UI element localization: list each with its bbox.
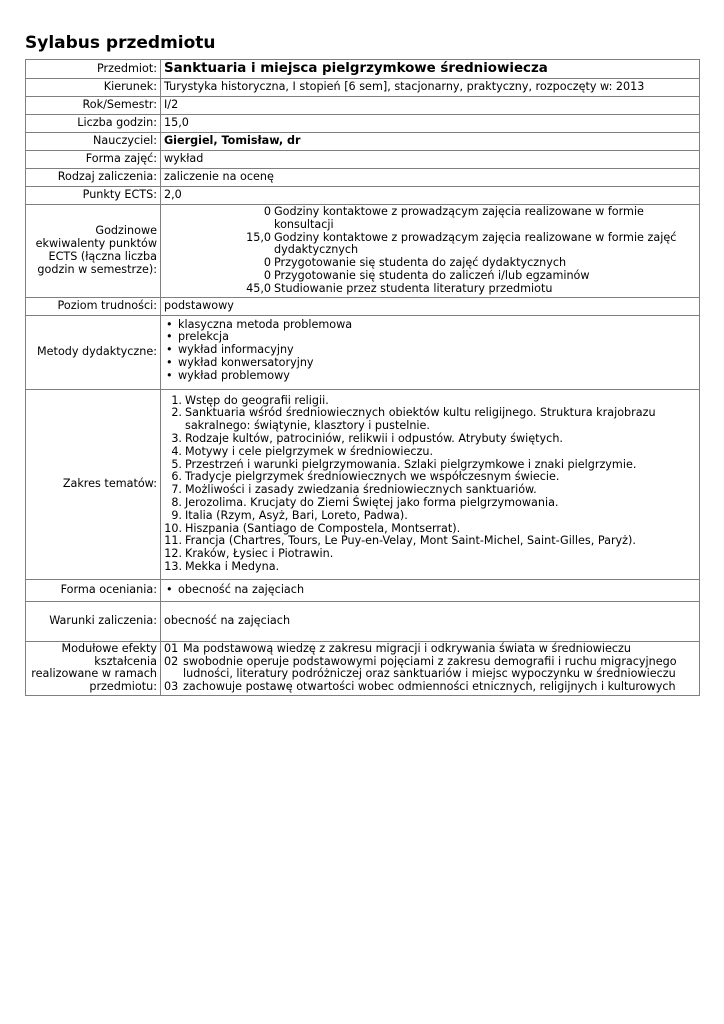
row-zakres <box>26 389 700 579</box>
ects-item: 0 Przygotowanie się studenta do zajęć dydaktycznych <box>263 256 567 270</box>
label-warunki: Warunki zaliczenia: <box>26 601 161 641</box>
row-godziny <box>26 115 700 133</box>
row-rodzaj <box>26 169 700 187</box>
outcome-item: 02 swobodnie operuje podstawowymi pojęciami z zakresu demografii i ruchu migracyjnego ludności, literatury podróżniczej oraz sanktuariów i miejsc wypoczynku w średniowieczu <box>164 654 677 681</box>
list-item: 10. Hiszpania (Santiago de Compostela, Montserrat). <box>164 521 461 535</box>
row-rok <box>26 97 700 115</box>
list-item: • obecność na zajęciach <box>164 584 696 597</box>
list-item: • wykład konwersatoryjny <box>164 357 696 370</box>
value-rok: I/2 <box>161 97 700 115</box>
ects-item: 0 Przygotowanie się studenta do zaliczeń i/lub egzaminów <box>263 268 590 282</box>
row-metody <box>26 315 700 389</box>
list-item: 12. Kraków, Łysiec i Piotrawin. <box>164 547 334 561</box>
methods-list <box>164 319 696 383</box>
syllabus-table <box>25 59 700 696</box>
row-poziom <box>26 297 700 315</box>
label-godziny: Liczba godzin: <box>26 115 161 133</box>
value-efekty <box>161 641 700 695</box>
label-oceniania: Forma oceniania: <box>26 579 161 601</box>
list-item: 6. Tradycje pielgrzymek średniowiecznych we współczesnym świecie. <box>171 470 560 484</box>
value-oceniania <box>161 579 700 601</box>
row-przedmiot <box>26 60 700 79</box>
value-metody <box>161 315 700 389</box>
list-item: 11. Francja (Chartres, Tours, Le Puy-en-Velay, Mont Saint-Michel, Saint-Gilles, Paryż). <box>164 534 636 548</box>
label-zakres: Zakres tematów: <box>26 389 161 579</box>
row-efekty <box>26 641 700 695</box>
row-warunki <box>26 601 700 641</box>
list-item: • klasyczna metoda problemowa <box>164 319 696 332</box>
topics-list <box>164 395 696 574</box>
value-kierunek: Turystyka historyczna, I stopień [6 sem], stacjonarny, praktyczny, rozpoczęty w: 2013 <box>161 79 700 97</box>
value-godziny: 15,0 <box>161 115 700 133</box>
row-oceniania <box>26 579 700 601</box>
list-item: 4. Motywy i cele pielgrzymek w średniowieczu. <box>171 444 434 458</box>
value-forma: wykład <box>161 151 700 169</box>
list-item: 13. Mekka i Medyna. <box>164 559 280 573</box>
label-rok: Rok/Semestr: <box>26 97 161 115</box>
value-przedmiot: Sanktuaria i miejsca pielgrzymkowe średniowiecza <box>161 60 700 79</box>
list-item: 5. Przestrzeń i warunki pielgrzymowania. Szlaki pielgrzymkowe i znaki pielgrzymie. <box>171 457 637 471</box>
value-ects: 2,0 <box>161 187 700 205</box>
value-rodzaj: zaliczenie na ocenę <box>161 169 700 187</box>
value-warunki: obecność na zajęciach <box>161 601 700 641</box>
grading-list <box>164 584 696 597</box>
list-item: • wykład problemowy <box>164 370 696 383</box>
ects-item: 15,0 Godziny kontaktowe z prowadzącym zajęcia realizowane w formie zajęć dydaktycznych <box>246 230 677 257</box>
row-ects <box>26 187 700 205</box>
value-ekwiwalent <box>161 205 700 298</box>
page-title: Sylabus przedmiotu <box>25 33 216 53</box>
value-nauczyciel: Giergiel, Tomisław, dr <box>161 133 700 151</box>
label-ekwiwalent: Godzinowe ekwiwalenty punktów ECTS (łączna liczba godzin w semestrze): <box>26 205 161 298</box>
list-item: • wykład informacyjny <box>164 344 696 357</box>
value-poziom: podstawowy <box>161 297 700 315</box>
outcome-item: 03 zachowuje postawę otwartości wobec odmienności etnicznych, religijnych i kulturowych <box>164 680 676 694</box>
list-item: 2. Sanktuaria wśród średniowiecznych obiektów kultu religijnego. Struktura krajobrazu sakralnego: świątynie, klasztory i pustelnie. <box>171 406 656 433</box>
list-item: 1. Wstęp do geografii religii. <box>171 393 329 407</box>
list-item: 8. Jerozolima. Krucjaty do Ziemi Świętej jako forma pielgrzymowania. <box>171 495 559 509</box>
list-item: • prelekcja <box>164 331 696 344</box>
label-rodzaj: Rodzaj zaliczenia: <box>26 169 161 187</box>
list-item: 7. Możliwości i zasady zwiedzania średniowiecznych sanktuariów. <box>171 483 537 497</box>
label-metody: Metody dydaktyczne: <box>26 315 161 389</box>
list-item: 9. Italia (Rzym, Asyż, Bari, Loreto, Padwa). <box>171 508 408 522</box>
list-item: 3. Rodzaje kultów, patrociniów, relikwii i odpustów. Atrybuty świętych. <box>171 431 563 445</box>
ects-item: 45,0 Studiowanie przez studenta literatury przedmiotu <box>246 281 553 295</box>
value-zakres <box>161 389 700 579</box>
label-forma: Forma zajęć: <box>26 151 161 169</box>
label-przedmiot: Przedmiot: <box>26 60 161 79</box>
ects-item: 0 Godziny kontaktowe z prowadzącym zajęcia realizowane w formie konsultacji <box>263 205 644 231</box>
row-forma <box>26 151 700 169</box>
label-nauczyciel: Nauczyciel: <box>26 133 161 151</box>
label-poziom: Poziom trudności: <box>26 297 161 315</box>
outcome-item: 01 Ma podstawową wiedzę z zakresu migracji i odkrywania świata w średniowieczu <box>164 641 631 655</box>
label-kierunek: Kierunek: <box>26 79 161 97</box>
label-efekty: Modułowe efekty kształcenia realizowane w ramach przedmiotu: <box>26 641 161 695</box>
row-kierunek <box>26 79 700 97</box>
row-nauczyciel <box>26 133 700 151</box>
label-ects: Punkty ECTS: <box>26 187 161 205</box>
row-ekwiwalent <box>26 205 700 298</box>
